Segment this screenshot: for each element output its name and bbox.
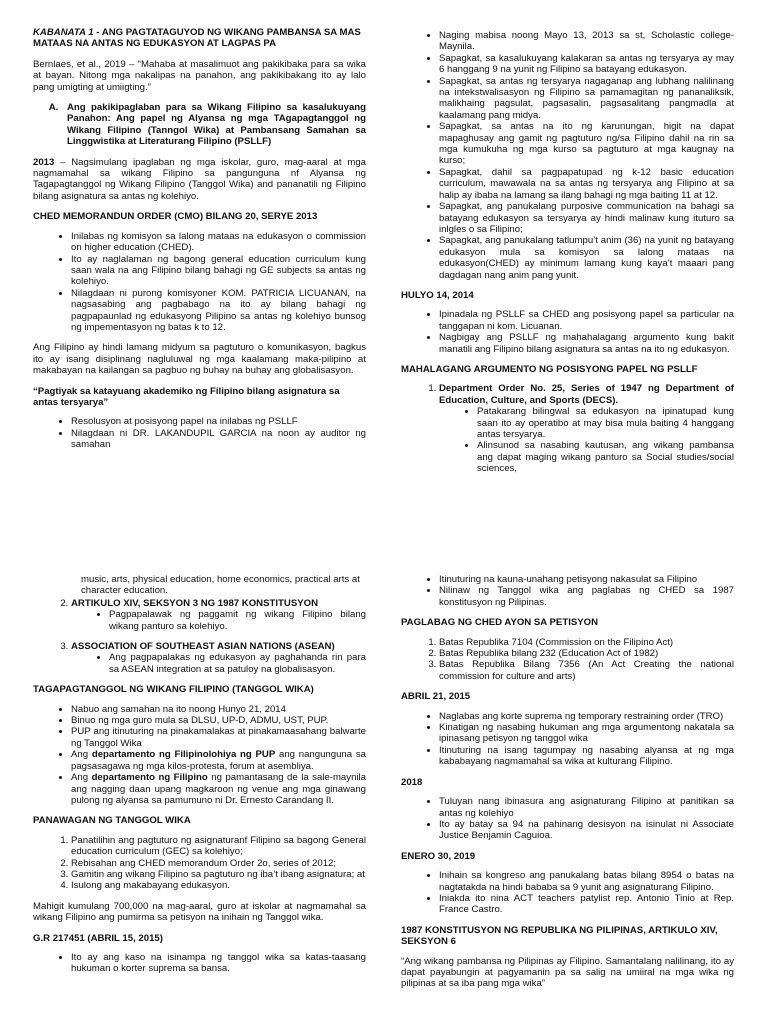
list-item: • Nabuo ang samahan na ito noong Hunyo 21, 2014 [71, 704, 366, 715]
quote-list [33, 416, 366, 450]
para-2013-text: – Nagsimulang ipaglaban ng mga iskolar, guro, mag-aaral at mga nagmamahal sa wikang Filipino sa pangunguna nf Alyansa ng Tagapagtanggol ng Wikang Filipino (Tanggol Wika) and pananatili ng Filipino bilang asignatura sa antas ng kolehiyo. [33, 156, 366, 202]
section-a-heading: A. Ang pakikipaglaban para sa Wikang Filipino sa kasalukuyang Panahon: Ang papel ng Alyansa ng mga TAgapagtanggol ng Wikang Filipino (Tanngol Wika) at Pambansang Samahan sa Linggwistika at Literaturang Filipino (PSLLF) [61, 102, 366, 148]
chapter-number: KABANATA 1 [33, 27, 94, 38]
chapter-title [33, 27, 366, 50]
list-item: • Nagbigay ang PSLLF ng mahahalagang argumento kung bakit manatili ang Filipino bilang asignatura sa antas na ito ng edukasyon. [439, 332, 734, 355]
list-item: 1. Batas Republika 7104 (Commission on the Filipino Act) [439, 637, 734, 648]
argument-sublist [71, 652, 366, 675]
text-post: ang nangunguna sa pagsasagawa ng mga kilos-protesta, forum at asembliya. [71, 749, 366, 772]
hulyo-heading: HULYO 14, 2014 [401, 289, 474, 301]
resolution-list [401, 30, 734, 281]
gr-list-continued [401, 574, 734, 608]
list-item: • Patakarang bilingwal sa edukasyon na ipinatupad kung saan ito ay operatibo at may bisa mula baiting 4 hanggang antas tersyarya. [477, 406, 734, 440]
list-item: • Binuo ng mga guro mula sa DLSU, UP-D, ADMU, UST, PUP. [71, 715, 366, 726]
para-2013 [33, 157, 366, 203]
ched-list [33, 231, 366, 334]
panawagan-list [33, 835, 366, 892]
enero-list [401, 870, 734, 916]
paglabag-list [401, 637, 734, 683]
abril-heading: ABRIL 21, 2015 [401, 691, 471, 703]
list-item: • Itinuturing na kauna-unahang petisyong nakasulat sa Filipino [439, 574, 734, 585]
gr-list [33, 952, 366, 975]
year-2018-heading: 2018 [401, 776, 423, 788]
list-item: 2. Rebisahan ang CHED memorandum Order 2o, series of 2012; [71, 858, 366, 869]
list-item: • Tuluyan nang ibinasura ang asignaturang Filipino at panitikan sa antas ng kolehiyo [439, 796, 734, 819]
year-2018-list [401, 796, 734, 842]
page2-right-column [401, 574, 734, 1024]
argument-label: ARTIKULO XIV, SEKSYON 3 NG 1987 KONSTITUSYON [71, 597, 319, 609]
list-item: • Inihain sa kongreso ang panukalang batas bilang 8954 o batas na nagtatakda na hindi bababa sa 9 yunit ang asignaturang Filipino. [439, 870, 734, 893]
list-item: • Itinuturing na isang tagumpay ng nasabing alyansa at ng mga kababayang nagmamahal sa wika at kulturang Filipino. [439, 745, 734, 768]
list-item: 3. Batas Republika Bilang 7356 (An Act Creating the national commission for culture and arts) [439, 659, 734, 682]
list-item: • Sapagkat, sa antas ng tersyarya nagaganap ang lubhang nalilinang na intekstwalisasyon ng Filipino sa pamamagitan ng pananaliksik, malikhaing pagsulat, pagsasalin, pagsasalitang pangmadla at kaalamang pang midya. [439, 76, 734, 122]
list-item [71, 772, 366, 806]
argument-list [401, 383, 734, 474]
list-item [71, 749, 366, 772]
list-item: • Sapagkat, ang panukalang purposive communication na bahagi sa batayang edukasyon sa tersyarya ay hindi malinaw kung ituturo sa inlgles o sa Filipino; [439, 201, 734, 235]
list-item: • Nilagdaan ni DR. LAKANDUPIL GARCIA na noon ay auditor ng samahan [71, 428, 366, 451]
list-item: • Pagpapalawak ng paggamit ng wikang Filipino bilang wikang panturo sa kolehiyo. [109, 609, 366, 632]
argument-continuation: music, arts, physical education, home economics, practical arts at character education. [81, 574, 360, 597]
mahigit-para: Mahigit kumulang 700,000 na mag-aaral, guro at iskolar at nagmamahal sa wikang Filipino ang pumirma sa petisyon na inihain ng Tanggol wika. [33, 900, 366, 924]
page1-right-column [401, 30, 734, 515]
list-item: • Resolusyon at posisyong papel na inilabas ng PSLLF [71, 416, 366, 427]
konstitusyon-quote: “Ang wikang pambansa ng Pilipinas ay Filipino. Samantalang nalilinang, ito ay dapat payabungin at pagyamanin pa sa salig na umiiral na mga wika ng pilipinas at sa iba pang mga wika” [401, 955, 734, 990]
section-a-list [33, 102, 366, 148]
list-item: • Nilagdaan ni purong komisyoner KOM. PATRICIA LICUANAN, na nagsasabing ang pagbabago na ito ay bilang bahagi ng pagpapaunlad ng edukasyong Pilipino sa antas ng kolehiyo bunsog ng impementasyon ng batas k to 12. [71, 288, 366, 334]
argument-sublist [439, 406, 734, 474]
konstitusyon-heading: 1987 KONSTITUSYON NG REPUBLIKA NG PILIPINAS, ARTIKULO XIV, SEKSYON 6 [401, 924, 718, 948]
list-item: 1. Panatilihin ang pagtuturo ng asignaturanf Filipino sa bagong General education curriculum (GEC) sa kolehiyo; [71, 835, 366, 858]
para-filipino: Ang Filipino ay hindi lamang midyum sa pagtuturo o komunikasyon, bagkus ito ay isang disiplinang nagluluwal ng mga kaalamang maka-pilipino at makabayan na kailangan sa pagbuo ng buhay na buhay ang globalisasyon. [33, 342, 366, 377]
list-item: • Ang pagpapalakas ng edukasyon ay paghahanda rin para sa ASEAN integration at sa patuloy na globalisasyon. [109, 652, 366, 675]
list-item: • Sapagkat, dahil sa pagpapatupad ng k-12 basic education curriculum, mawawala na sa antas ng tersyarya ang Filipino at sa halip ay ibaba na lamang sa ilang bahagi ng mga baiting 11 at 12. [439, 167, 734, 201]
gr-heading: G.R 217451 (ABRIL 15, 2015) [33, 932, 163, 944]
intro-quote: Bernlaes, et al., 2019 – “Mahaba at masalimuot ang pakikibaka para sa wika at bayan. Nitong mga nakalipas na panahon, ang pakikibakang ito ay lalo pang umigting at umiigting.” [33, 58, 366, 93]
text-pre: Ang [71, 772, 92, 784]
list-item: • Inilabas ng komisyon sa lalong mataas na edukasyon o commission on higher education (CHED). [71, 231, 366, 254]
list-item: • Nilinaw ng Tanggol wika ang paglabas ng CHED sa 1987 konstitusyon ng Pilipinas. [439, 585, 734, 608]
quote-heading: “Pagtiyak sa katayuang akademiko ng Filipino bilang asignatura sa antas tersyarya” [33, 385, 340, 408]
list-item: • PUP ang itinuturing na pinakamalakas at pinakamaasahang balwarte ng Tanggol Wika [71, 726, 366, 749]
tanggol-list [33, 704, 366, 807]
list-item: 2. Batas Republika bilang 232 (Education Act of 1982) [439, 648, 734, 659]
list-item: • Ito ay batay sa 94 na pahinang desisyon na isinulat ni Associate Justice Benjamin Caguioa. [439, 819, 734, 842]
list-item: • Ito ay ang kaso na isinampa ng tanggol wika sa katas-taasang hukuman o korter suprema sa bansa. [71, 952, 366, 975]
list-item: • Ipinadala ng PSLLF sa CHED ang posisyong papel sa particular na tanggapan ni kom. Licuanan. [439, 309, 734, 332]
list-item: • Naglabas ang korte suprema ng temporary restraining order (TRO) [439, 711, 734, 722]
argument-item [71, 598, 366, 632]
argument-list-continued [33, 598, 366, 675]
argument-sublist [71, 609, 366, 632]
text-post: ng pamantasang de la sale-maynila ang nagging daan upang magkaroon ng venue ang mga ginawang pulong ng alyansa sa pamumuno ni Dr. Ernesto Carandang II. [71, 772, 366, 806]
argument-label: Department Order No. 25, Series of 1947 ng Department of Education, Culture, and Sports (DECS). [439, 383, 734, 406]
abril-list [401, 711, 734, 768]
mahalaga-heading: MAHALAGANG ARGUMENTO NG POSISYONG PAPEL NG PSLLF [401, 363, 698, 375]
list-item: • Ito ay naglalaman ng bagong general education curriculum kung saan wala na ang Filipino bilang bahagi ng GE subjects sa antas ng kolehiyo. [71, 254, 366, 288]
list-item: • Sapagkat, ang panukalang tatlumpu’t anim (36) na yunit ng batayang edukasyon mula sa komisyon sa lalong mataas na edukasyon(CHED) ay minimum lamang kung kaya’t maaari pang dagdagan nang anim pang yunit. [439, 235, 734, 281]
page2-left-column [33, 574, 366, 1024]
hulyo-list [401, 309, 734, 355]
text-bold: departamento ng Filipino [91, 772, 208, 784]
chapter-title-text: - ANG PAGTATAGUYOD NG WIKANG PAMBANSA SA MAS MATAAS NA ANTAS NG EDUKASYON AT LAGPAS PA [33, 27, 361, 50]
argument-item [71, 641, 366, 675]
list-item: • Kinatigan ng nasabing hukuman ang mga argumentong nakatala sa ipinasang petisyon ng tanggol wika [439, 722, 734, 745]
year-2013: 2013 [33, 156, 55, 168]
list-item: 3. Gamitin ang wikang Filipino sa pagtuturo ng iba’t ibang asignatura; at [71, 869, 366, 880]
list-item: • Sapagkat, sa antas na ito ng karunungan, higit na dapat mapaghusay ang gamit ng pagtuturo ng/sa Filipino dahil na rin sa mga kumukuha ng mga kurso sa pagtuturo at mga kaugnay na kurso; [439, 121, 734, 167]
list-item: • Iniakda ito nina ACT teachers patylist rep. Antonio Tinio at Rep. France Castro. [439, 893, 734, 916]
tanggol-heading: TAGAPAGTANGGOL NG WIKANG FILIPINO (TANGGOL WIKA) [33, 684, 314, 696]
list-item: • Sapagkat, sa kasalukuyang kalakaran sa antas ng tersyarya ay may 6 hanggang 9 na yunit ng Filipino sa batayang edukasyon. [439, 53, 734, 76]
list-item: • Alinsunod sa nasabing kautusan, ang wikang pambansa ang dapat maging wikang panturo sa Social studies/social sciences, [477, 440, 734, 474]
argument-label: ASSOCIATION OF SOUTHEAST ASIAN NATIONS (ASEAN) [71, 641, 335, 653]
panawagan-heading: PANAWAGAN NG TANGGOL WIKA [33, 815, 191, 827]
text-pre: Ang [71, 749, 92, 761]
list-item: • Naging mabisa noong Mayo 13, 2013 sa st, Scholastic college-Maynila. [439, 30, 734, 53]
argument-item [439, 383, 734, 474]
enero-heading: ENERO 30, 2019 [401, 850, 476, 862]
page1-left-column [33, 27, 366, 523]
list-item: 4. Isulong ang makabayang edukasyon. [71, 880, 366, 891]
text-bold: departamento ng Filipinolohiya ng PUP [91, 749, 276, 761]
ched-heading: CHED MEMORANDUN ORDER (CMO) BILANG 20, SERYE 2013 [33, 211, 318, 223]
paglabag-heading: PAGLABAG NG CHED AYON SA PETISYON [401, 617, 599, 629]
